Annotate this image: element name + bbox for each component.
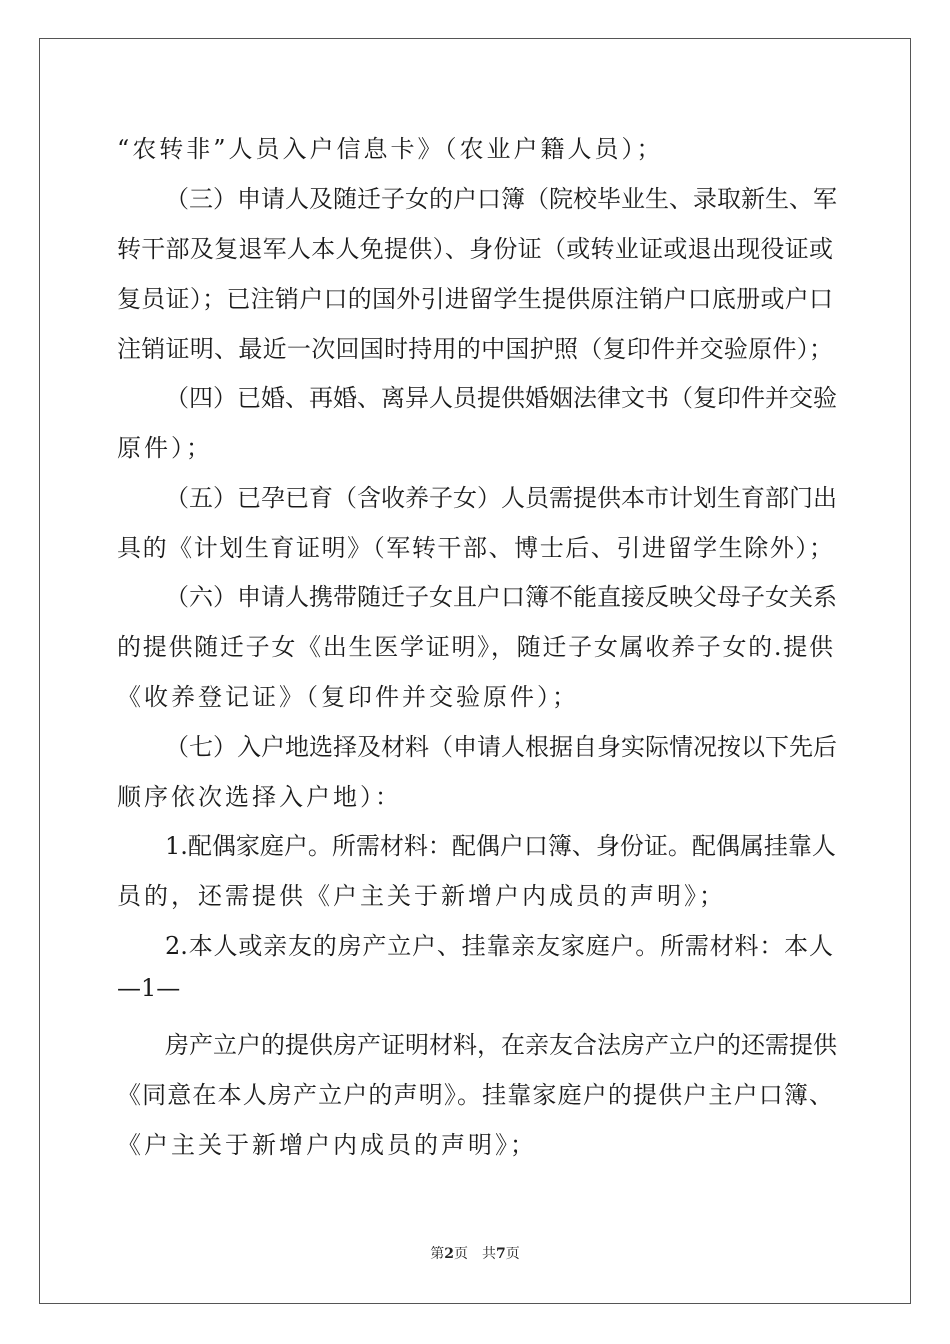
text-line: 的提供随迁子女《出生医学证明》，随迁子女属收养子女的.提供: [117, 633, 833, 661]
text-line: “农转非”人员入户信息卡》（农业户籍人员）；: [117, 135, 664, 163]
page-footer: [0, 1245, 950, 1263]
text-line: 顺序依次选择入户地）：: [117, 783, 402, 811]
text-line: （三）申请人及随迁子女的户口簿（院校毕业生、录取新生、军: [165, 185, 837, 213]
text-line: （六）申请人携带随迁子女且户口簿不能直接反映父母子女关系: [165, 583, 837, 611]
inline-page-marker: —1—: [117, 974, 181, 1002]
text-line: 转干部及复退军人本人免提供）、身份证（或转业证或退出现役证或: [117, 235, 833, 263]
text-line: （四）已婚、再婚、离异人员提供婚姻法律文书（复印件并交验: [165, 384, 837, 412]
text-line: 房产立户的提供房产证明材料，在亲友合法房产立户的还需提供: [165, 1031, 837, 1059]
total-prefix: 共: [482, 1246, 496, 1262]
total-pages: 7: [496, 1246, 506, 1262]
text-line: 《同意在本人房产立户的声明》。挂靠家庭户的提供户主户口簿、: [117, 1081, 833, 1109]
text-line: 复员证）；已注销户口的国外引进留学生提供原注销户口底册或户口: [117, 285, 833, 313]
page-border: [39, 38, 911, 1304]
text-line: 《户主关于新增户内成员的声明》；: [117, 1131, 537, 1159]
text-line: 2.本人或亲友的房产立户、挂靠亲友家庭户。所需材料：本人: [165, 932, 833, 960]
text-line: 《收养登记证》（复印件并交验原件）；: [117, 683, 579, 711]
text-line: 1.配偶家庭户。所需材料：配偶户口簿、身份证。配偶属挂靠人: [165, 832, 836, 860]
text-line: 员的，还需提供《户主关于新增户内成员的声明》；: [117, 882, 726, 910]
text-line: 原件）；: [117, 434, 213, 462]
text-line: （五）已孕已育（含收养子女）人员需提供本市计划生育部门出: [165, 484, 837, 512]
text-line: 具的《计划生育证明》（军转干部、博士后、引进留学生除外）；: [117, 534, 833, 562]
page-number: 2: [444, 1246, 454, 1262]
text-line: 注销证明、最近一次回国时持用的中国护照（复印件并交验原件）；: [117, 335, 833, 363]
text-line: （七）入户地选择及材料（申请人根据自身实际情况按以下先后: [165, 733, 837, 761]
page-prefix: 第: [430, 1246, 445, 1262]
page-suffix: 页: [454, 1246, 468, 1262]
total-suffix: 页: [505, 1246, 520, 1262]
